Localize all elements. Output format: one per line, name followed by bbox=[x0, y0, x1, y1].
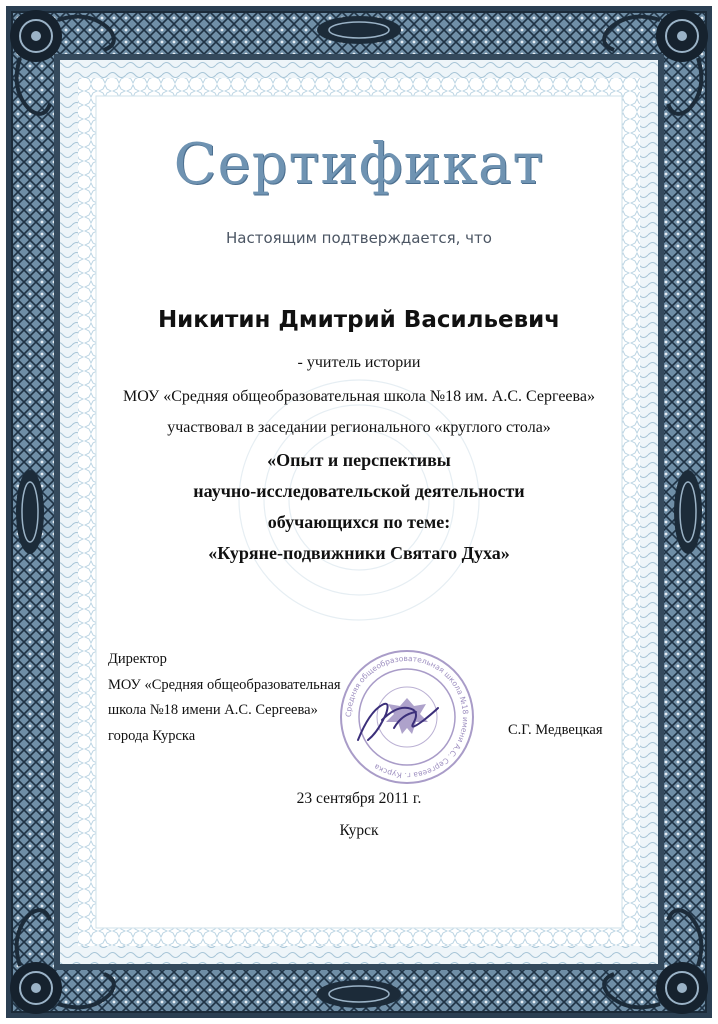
signatory-org-line-3: города Курска bbox=[108, 727, 196, 744]
topic-line-2: научно-исследовательской деятельности bbox=[193, 481, 525, 501]
certificate-title: Сертификат bbox=[173, 132, 545, 197]
stamp-ring-text: Средняя общеобразовательная школа №18 имени А.С. Сергеева г. Курска bbox=[343, 653, 471, 781]
topic-line-4: «Куряне-подвижники Святаго Духа» bbox=[208, 543, 510, 563]
signatory-org-line-1: МОУ «Средняя общеобразовательная bbox=[108, 676, 341, 693]
emblem-eagle-icon bbox=[386, 698, 428, 734]
topic-line-3: обучающихся по теме: bbox=[267, 512, 451, 532]
issue-date: 23 сентября 2011 г. bbox=[296, 790, 422, 807]
signatory-name: С.Г. Медвецкая bbox=[508, 722, 603, 738]
certificate-subtitle: Настоящим подтверждается, что bbox=[226, 229, 492, 247]
signatory-role: Директор bbox=[108, 651, 167, 667]
recipient-position: - учитель истории bbox=[297, 354, 421, 371]
issue-city: Курск bbox=[339, 822, 379, 839]
official-stamp bbox=[338, 648, 476, 786]
signatory-org-line-2: школа №18 имени А.С. Сергеева» bbox=[108, 702, 318, 718]
school-name: МОУ «Средняя общеобразовательная школа №18 им. А.С. Сергеева» bbox=[123, 388, 595, 405]
participation-text: участвовал в заседании регионального «круглого стола» bbox=[167, 419, 551, 436]
recipient-name: Никитин Дмитрий Васильевич bbox=[157, 307, 561, 333]
signatory-block bbox=[108, 647, 341, 749]
topic-line-1: «Опыт и перспективы bbox=[267, 450, 451, 470]
